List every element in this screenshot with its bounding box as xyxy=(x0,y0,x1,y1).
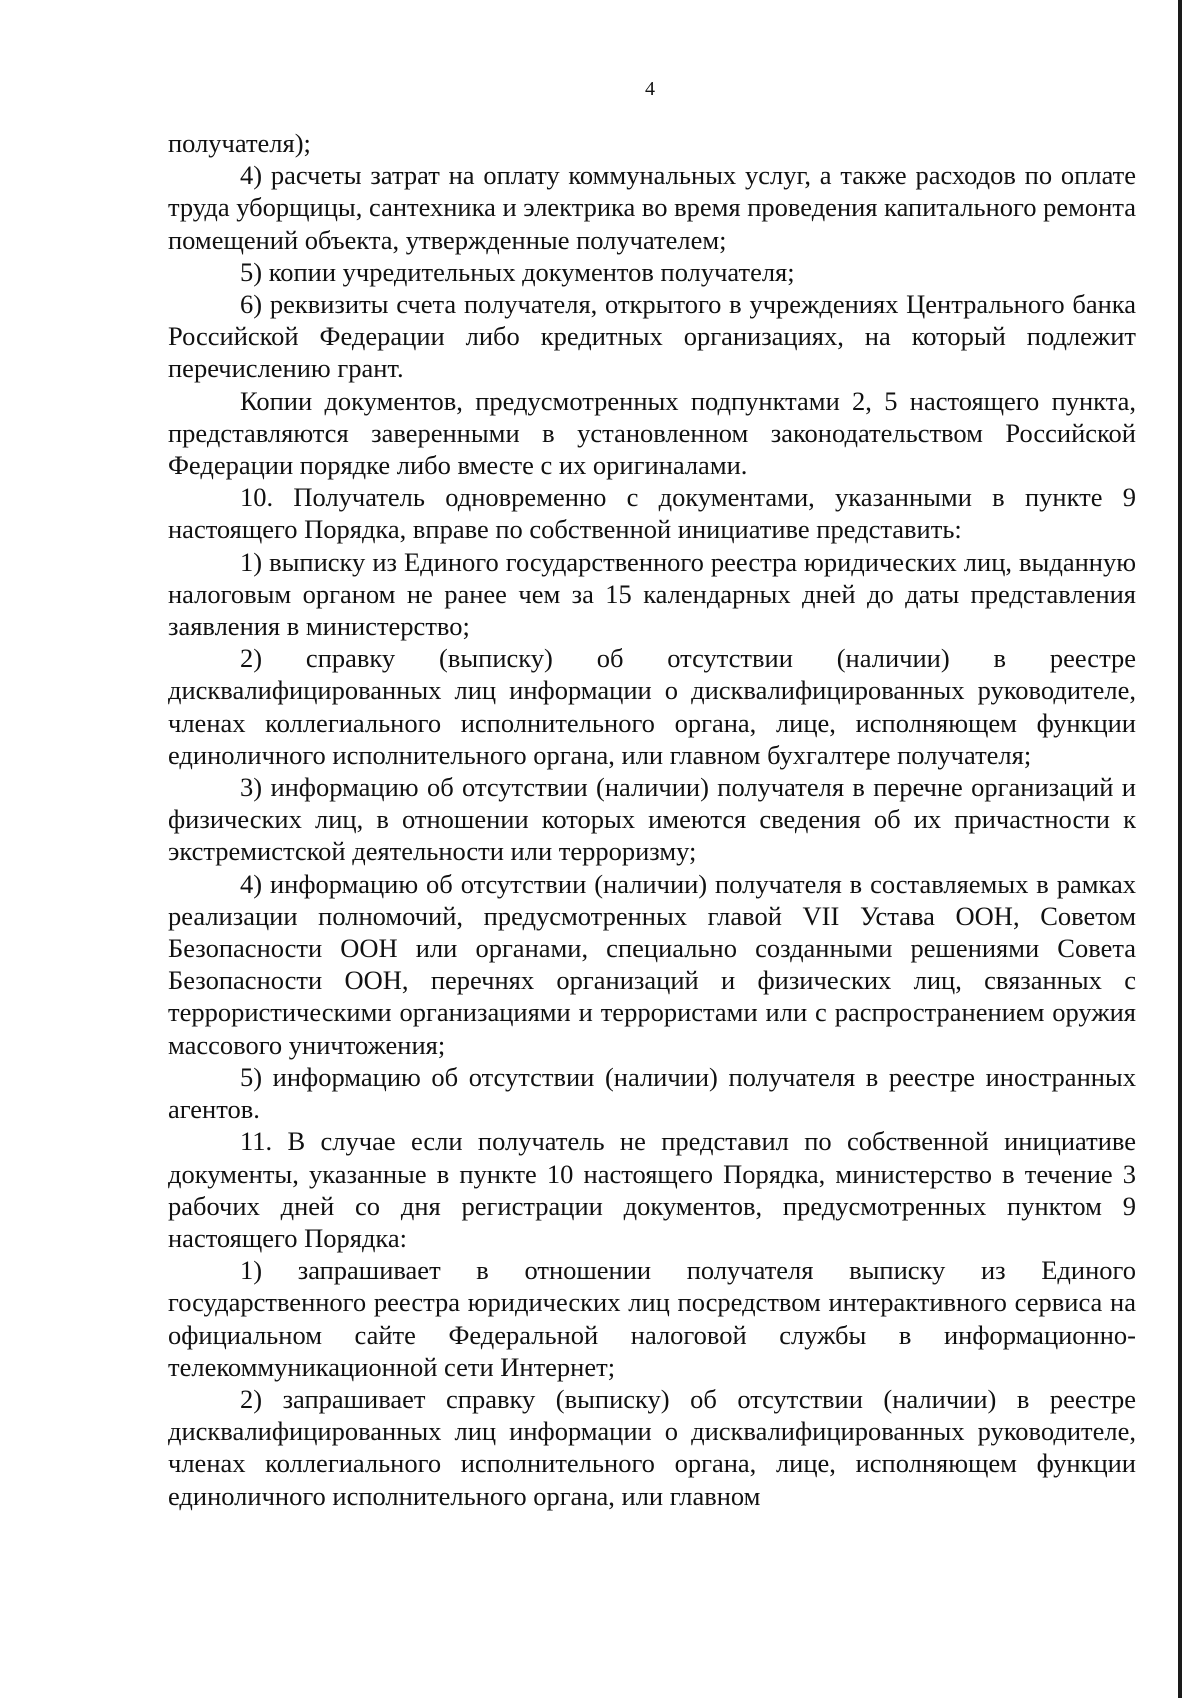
paragraph: 4) расчеты затрат на оплату коммунальных услуг, а также расходов по оплате труда уборщицы, сантехника и электрика во время проведения капитального ремонта помещений объекта, утвержденные получателем; xyxy=(168,160,1136,255)
paragraph: 1) запрашивает в отношении получателя выписку из Единого государственного реестра юридических лиц посредством интерактивного сервиса на официальном сайте Федеральной налоговой службы в информационно-телекоммуникационной сети Интернет; xyxy=(168,1255,1136,1382)
paragraph: 2) справку (выписку) об отсутствии (наличии) в реестре дисквалифицированных лиц информации о дисквалифицированных руководителе, членах коллегиального исполнительного органа, лице, исполняющем функции единоличного исполнительного органа, или главном бухгалтере получателя; xyxy=(168,643,1136,770)
paragraph: 6) реквизиты счета получателя, открытого в учреждениях Центрального банка Российской Федерации либо кредитных организациях, на который подлежит перечислению грант. xyxy=(168,289,1136,384)
paragraph: получателя); xyxy=(168,128,311,158)
paragraph: 2) запрашивает справку (выписку) об отсутствии (наличии) в реестре дисквалифицированных лиц информации о дисквалифицированных руководителе, членах коллегиального исполнительного органа, лице, исполняющем функции единоличного исполнительного органа, или главном xyxy=(168,1383,1136,1511)
paragraph: 1) выписку из Единого государственного реестра юридических лиц, выданную налоговым органом не ранее чем за 15 календарных дней до даты представления заявления в министерство; xyxy=(168,546,1136,642)
paragraph: 4) информацию об отсутствии (наличии) получателя в составляемых в рамках реализации полномочий, предусмотренных главой VII Устава ООН, Советом Безопасности ООН или органами, специально созданными решениями Совета Безопасности ООН, перечнях организаций и физических лиц, связанных с террористическими организациями и террористами или с распространением оружия массового уничтожения; xyxy=(168,868,1136,1060)
paragraph: 5) информацию об отсутствии (наличии) получателя в реестре иностранных агентов. xyxy=(168,1061,1136,1125)
paragraph: 3) информацию об отсутствии (наличии) получателя в перечне организаций и физических лиц, в отношении которых имеются сведения об их причастности к экстремистской деятельности или терроризму; xyxy=(168,772,1136,867)
document-body xyxy=(168,127,1136,1512)
paragraph: 5) копии учредительных документов получателя; xyxy=(240,256,795,287)
scan-edge-line xyxy=(1178,0,1182,1698)
paragraph: 11. В случае если получатель не представил по собственной инициативе документы, указанные в пункте 10 настоящего Порядка, министерство в течение 3 рабочих дней со дня регистрации документов, предусмотренных пунктом 9 настоящего Порядка: xyxy=(168,1126,1136,1253)
paragraph: Копии документов, предусмотренных подпунктами 2, 5 настоящего пункта, представляются заверенными в установленном законодательством Российской Федерации порядке либо вместе с их оригиналами. xyxy=(168,385,1136,481)
paragraph: 10. Получатель одновременно с документами, указанными в пункте 9 настоящего Порядка, вправе по собственной инициативе представить: xyxy=(168,482,1136,545)
page-number: 4 xyxy=(645,78,655,100)
